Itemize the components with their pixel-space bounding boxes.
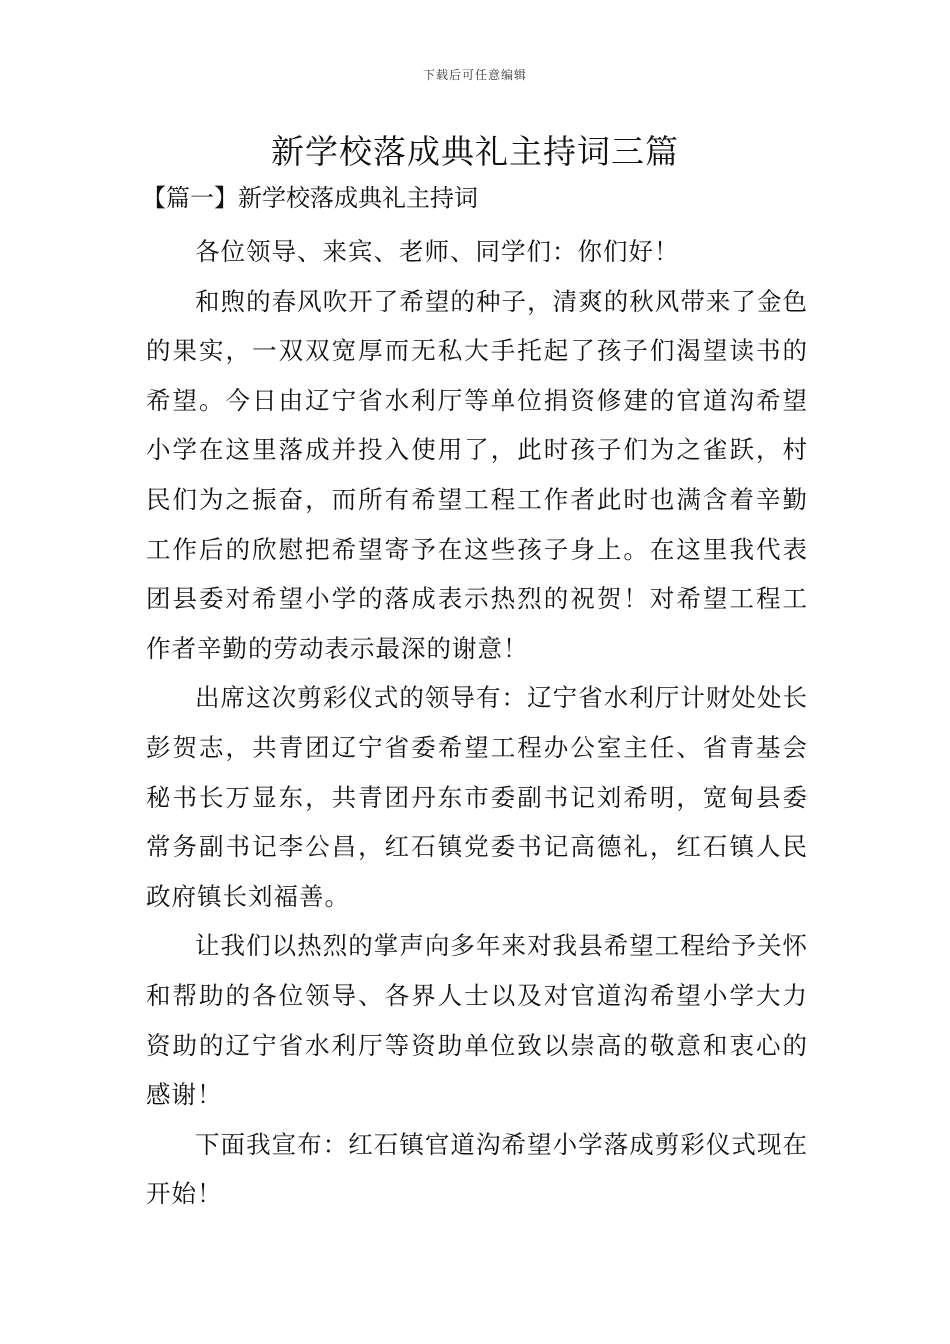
header-note: 下载后可任意编辑	[422, 68, 527, 82]
body-paragraph: 出席这次剪彩仪式的领导有：辽宁省水利厅计财处处长彭贺志，共青团辽宁省委希望工程办公室主任、省青基会秘书长万显东，共青团丹东市委副书记刘希明，宽甸县委常务副书记李公昌，红石镇党委书记高德礼，红石镇人民政府镇长刘福善。	[146, 683, 808, 911]
body-paragraph: 让我们以热烈的掌声向多年来对我县希望工程给予关怀和帮助的各位领导、各界人士以及对官道沟希望小学大力资助的辽宁省水利厅等资助单位致以崇高的敬意和衷心的感谢！	[146, 931, 808, 1110]
body-paragraph: 和煦的春风吹开了希望的种子，清爽的秋风带来了金色的果实，一双双宽厚而无私大手托起了孩子们渴望读书的希望。今日由辽宁省水利厅等单位捐资修建的官道沟希望小学在这里落成并投入使用了，此时孩子们为之雀跃，村民们为之振奋，而所有希望工程工作者此时也满含着辛勤工作后的欣慰把希望寄予在这些孩子身上。在这里我代表团县委对希望小学的落成表示热烈的祝贺！对希望工程工作者辛勤的劳动表示最深的谢意！	[146, 286, 808, 663]
greeting-paragraph: 各位领导、来宾、老师、同学们：你们好！	[195, 237, 680, 266]
document-body	[142, 178, 808, 1219]
document-title: 新学校落成典礼主持词三篇	[271, 132, 679, 171]
section-heading: 【篇一】新学校落成典礼主持词	[142, 184, 478, 212]
closing-paragraph: 下面我宣布：红石镇官道沟希望小学落成剪彩仪式现在开始！	[146, 1129, 808, 1209]
